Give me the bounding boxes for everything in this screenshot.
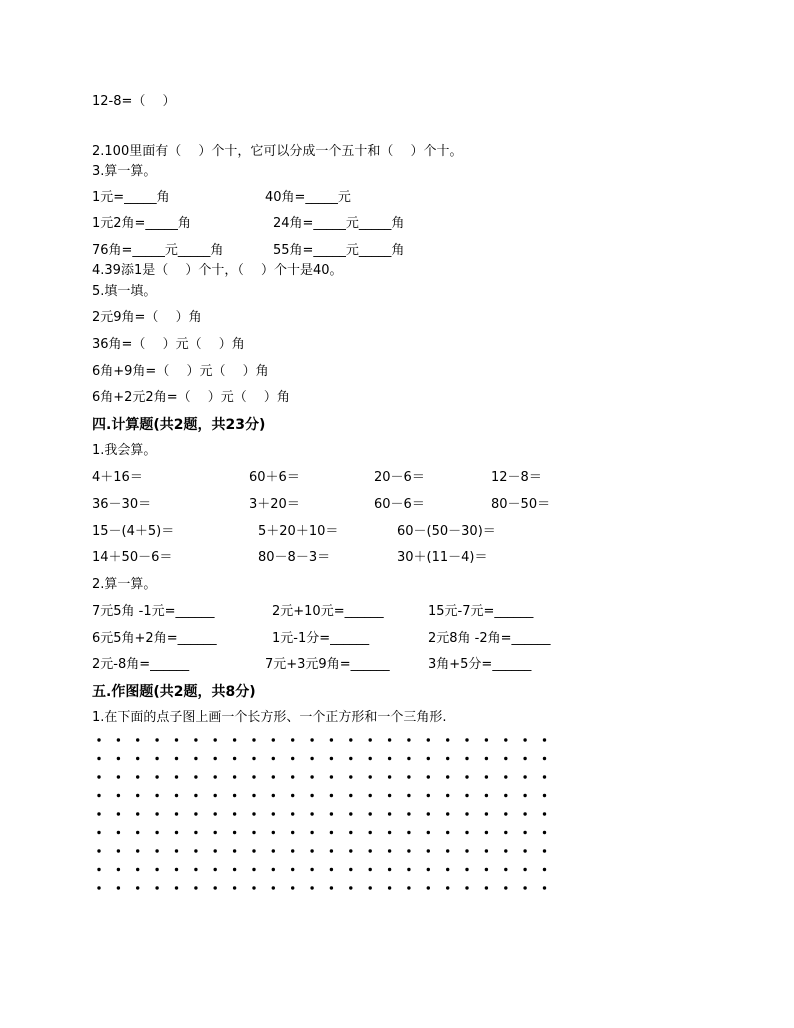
grid-dot	[465, 886, 468, 889]
grid-dot	[543, 775, 546, 778]
question-3-title: 3.算一算。	[92, 164, 157, 179]
grid-dot	[291, 794, 294, 797]
grid-dot	[175, 886, 178, 889]
grid-dot	[427, 775, 430, 778]
grid-dot	[485, 812, 488, 815]
money-item: 7元5角 -1元=______	[92, 604, 215, 619]
question-4: 4.39添1是（ ）个十，（ ）个十是40。	[92, 263, 343, 278]
grid-dot	[523, 849, 526, 852]
grid-dot	[272, 849, 275, 852]
grid-dot	[465, 868, 468, 871]
grid-dot	[349, 868, 352, 871]
grid-dot	[194, 886, 197, 889]
grid-dot	[155, 812, 158, 815]
grid-dot	[175, 738, 178, 741]
grid-dot	[388, 738, 391, 741]
grid-dot	[310, 775, 313, 778]
grid-dot	[446, 886, 449, 889]
grid-dot	[97, 738, 100, 741]
grid-dot	[291, 757, 294, 760]
grid-dot	[194, 738, 197, 741]
section-4-heading: 四.计算题(共2题，共23分)	[92, 417, 266, 433]
grid-dot	[485, 849, 488, 852]
grid-dot	[330, 794, 333, 797]
grid-dot	[214, 738, 217, 741]
grid-dot	[349, 738, 352, 741]
grid-dot	[233, 886, 236, 889]
grid-dot	[543, 757, 546, 760]
grid-dot	[465, 794, 468, 797]
grid-dot	[175, 812, 178, 815]
grid-dot	[523, 775, 526, 778]
grid-dot	[233, 738, 236, 741]
grid-dot	[291, 775, 294, 778]
grid-dot	[465, 757, 468, 760]
grid-dot	[388, 849, 391, 852]
grid-dot	[117, 794, 120, 797]
grid-dot	[155, 868, 158, 871]
calc-item: 3＋20＝	[249, 497, 300, 512]
grid-dot	[465, 812, 468, 815]
grid-dot	[252, 757, 255, 760]
grid-dot	[233, 868, 236, 871]
grid-dot	[272, 738, 275, 741]
grid-dot	[214, 812, 217, 815]
grid-dot	[407, 738, 410, 741]
grid-dot	[427, 831, 430, 834]
grid-dot	[136, 886, 139, 889]
grid-dot	[504, 794, 507, 797]
q3-item: 40角=_____元	[265, 190, 351, 205]
grid-dot	[252, 868, 255, 871]
grid-dot	[214, 849, 217, 852]
grid-dot	[407, 775, 410, 778]
grid-dot	[523, 757, 526, 760]
q5-item: 6角+2元2角=（ ）元（ ）角	[92, 390, 290, 405]
grid-dot	[233, 775, 236, 778]
calc-item: 80－8－3＝	[258, 550, 331, 565]
grid-dot	[233, 794, 236, 797]
q3-item: 24角=_____元_____角	[273, 216, 405, 231]
q5-item: 6角+9角=（ ）元（ ）角	[92, 364, 269, 379]
grid-dot	[330, 868, 333, 871]
grid-dot	[543, 849, 546, 852]
calc-item: 36－30＝	[92, 497, 152, 512]
grid-dot	[388, 868, 391, 871]
grid-dot	[155, 886, 158, 889]
grid-dot	[427, 868, 430, 871]
grid-dot	[291, 831, 294, 834]
grid-dot	[252, 812, 255, 815]
money-item: 7元+3元9角=______	[265, 657, 390, 672]
grid-dot	[175, 757, 178, 760]
grid-dot	[117, 831, 120, 834]
grid-dot	[330, 886, 333, 889]
grid-dot	[117, 738, 120, 741]
grid-dot	[233, 849, 236, 852]
grid-dot	[97, 775, 100, 778]
grid-dot	[543, 886, 546, 889]
grid-dot	[485, 868, 488, 871]
q3-item: 76角=_____元_____角	[92, 243, 224, 258]
calc-item: 60－(50－30)＝	[397, 524, 496, 539]
grid-dot	[523, 868, 526, 871]
money-item: 6元5角+2角=______	[92, 631, 217, 646]
grid-dot	[272, 775, 275, 778]
calc-item: 30＋(11－4)＝	[397, 550, 488, 565]
grid-dot	[369, 738, 372, 741]
grid-dot	[330, 849, 333, 852]
grid-dot	[504, 738, 507, 741]
grid-dot	[349, 812, 352, 815]
grid-dot	[117, 849, 120, 852]
grid-dot	[446, 812, 449, 815]
grid-dot	[155, 831, 158, 834]
grid-dot	[369, 757, 372, 760]
grid-dot	[523, 794, 526, 797]
grid-dot	[233, 757, 236, 760]
q3-item: 1元2角=_____角	[92, 216, 191, 231]
grid-dot	[388, 757, 391, 760]
grid-dot	[310, 794, 313, 797]
grid-dot	[310, 738, 313, 741]
q3-item: 55角=_____元_____角	[273, 243, 405, 258]
calc-item: 14＋50－6＝	[92, 550, 173, 565]
grid-dot	[369, 794, 372, 797]
grid-dot	[465, 738, 468, 741]
grid-dot	[388, 794, 391, 797]
grid-dot	[136, 738, 139, 741]
grid-dot	[214, 757, 217, 760]
grid-dot	[272, 794, 275, 797]
question-5-title: 5.填一填。	[92, 284, 157, 299]
grid-dot	[97, 812, 100, 815]
grid-dot	[388, 886, 391, 889]
s4-question-1-title: 1.我会算。	[92, 443, 157, 458]
calc-item: 80－50＝	[491, 497, 551, 512]
s5-question-1: 1.在下面的点子图上画一个长方形、一个正方形和一个三角形.	[92, 710, 447, 725]
question-2: 2.100里面有（ ）个十，它可以分成一个五十和（ ）个十。	[92, 144, 463, 159]
grid-dot	[388, 775, 391, 778]
grid-dot	[523, 738, 526, 741]
grid-dot	[427, 794, 430, 797]
grid-dot	[252, 775, 255, 778]
grid-dot	[291, 886, 294, 889]
grid-dot	[117, 757, 120, 760]
grid-dot	[543, 812, 546, 815]
grid-dot	[117, 812, 120, 815]
grid-dot	[349, 886, 352, 889]
grid-dot	[310, 831, 313, 834]
grid-dot	[155, 757, 158, 760]
grid-dot	[97, 849, 100, 852]
grid-dot	[310, 886, 313, 889]
calc-item: 20－6＝	[374, 470, 425, 485]
grid-dot	[388, 831, 391, 834]
grid-dot	[330, 738, 333, 741]
grid-dot	[155, 794, 158, 797]
dot-grid[interactable]	[92, 734, 556, 894]
grid-dot	[504, 831, 507, 834]
grid-dot	[117, 886, 120, 889]
grid-dot	[349, 757, 352, 760]
grid-dot	[446, 849, 449, 852]
calc-item: 60－6＝	[374, 497, 425, 512]
grid-dot	[252, 794, 255, 797]
grid-dot	[388, 812, 391, 815]
grid-dot	[485, 831, 488, 834]
grid-dot	[485, 794, 488, 797]
grid-dot	[523, 886, 526, 889]
grid-dot	[349, 831, 352, 834]
grid-dot	[523, 812, 526, 815]
grid-dot	[349, 849, 352, 852]
money-item: 1元-1分=______	[272, 631, 370, 646]
top-equation: 12-8=（ ）	[92, 94, 176, 109]
grid-dot	[349, 775, 352, 778]
grid-dot	[252, 849, 255, 852]
grid-dot	[214, 886, 217, 889]
grid-dot	[194, 868, 197, 871]
q5-item: 36角=（ ）元（ ）角	[92, 337, 245, 352]
grid-dot	[117, 775, 120, 778]
money-item: 2元+10元=______	[272, 604, 384, 619]
grid-dot	[194, 757, 197, 760]
grid-dot	[310, 868, 313, 871]
grid-dot	[446, 738, 449, 741]
grid-dot	[291, 812, 294, 815]
grid-dot	[155, 849, 158, 852]
calc-item: 15－(4＋5)＝	[92, 524, 175, 539]
grid-dot	[407, 831, 410, 834]
grid-dot	[369, 775, 372, 778]
grid-dot	[291, 738, 294, 741]
grid-dot	[175, 775, 178, 778]
grid-dot	[427, 849, 430, 852]
grid-dot	[407, 757, 410, 760]
grid-dot	[543, 868, 546, 871]
grid-dot	[465, 849, 468, 852]
grid-dot	[330, 775, 333, 778]
grid-dot	[136, 794, 139, 797]
grid-dot	[369, 849, 372, 852]
grid-dot	[136, 812, 139, 815]
grid-dot	[427, 812, 430, 815]
grid-dot	[543, 831, 546, 834]
grid-dot	[272, 831, 275, 834]
s4-question-2-title: 2.算一算。	[92, 577, 157, 592]
grid-dot	[504, 868, 507, 871]
grid-dot	[194, 812, 197, 815]
grid-dot	[136, 757, 139, 760]
grid-dot	[194, 794, 197, 797]
grid-dot	[175, 794, 178, 797]
grid-dot	[465, 831, 468, 834]
grid-dot	[310, 849, 313, 852]
q3-item: 1元=_____角	[92, 190, 170, 205]
grid-dot	[155, 775, 158, 778]
grid-dot	[330, 831, 333, 834]
grid-dot	[407, 849, 410, 852]
grid-dot	[97, 868, 100, 871]
calc-item: 4＋16＝	[92, 470, 143, 485]
grid-dot	[97, 757, 100, 760]
grid-dot	[310, 812, 313, 815]
grid-dot	[485, 775, 488, 778]
grid-dot	[233, 812, 236, 815]
grid-dot	[465, 775, 468, 778]
grid-dot	[349, 794, 352, 797]
grid-dot	[194, 831, 197, 834]
grid-dot	[407, 886, 410, 889]
grid-dot	[523, 831, 526, 834]
grid-dot	[543, 794, 546, 797]
grid-dot	[369, 812, 372, 815]
grid-dot	[136, 775, 139, 778]
grid-dot	[446, 868, 449, 871]
calc-item: 12－8＝	[491, 470, 542, 485]
section-5-heading: 五.作图题(共2题，共8分)	[92, 684, 256, 700]
grid-dot	[504, 775, 507, 778]
grid-dot	[369, 886, 372, 889]
grid-dot	[175, 868, 178, 871]
grid-dot	[214, 794, 217, 797]
grid-dot	[330, 812, 333, 815]
grid-dot	[272, 812, 275, 815]
grid-dot	[97, 886, 100, 889]
grid-dot	[504, 757, 507, 760]
grid-dot	[407, 794, 410, 797]
money-item: 15元-7元=______	[428, 604, 534, 619]
grid-dot	[369, 831, 372, 834]
grid-dot	[310, 757, 313, 760]
grid-dot	[291, 849, 294, 852]
grid-dot	[427, 757, 430, 760]
grid-dot	[136, 831, 139, 834]
grid-dot	[155, 738, 158, 741]
grid-dot	[330, 757, 333, 760]
grid-dot	[175, 849, 178, 852]
grid-dot	[175, 831, 178, 834]
grid-dot	[427, 886, 430, 889]
grid-dot	[194, 775, 197, 778]
grid-dot	[233, 831, 236, 834]
grid-dot	[543, 738, 546, 741]
grid-dot	[407, 812, 410, 815]
grid-dot	[504, 812, 507, 815]
grid-dot	[272, 757, 275, 760]
calc-item: 5＋20＋10＝	[258, 524, 339, 539]
grid-dot	[214, 831, 217, 834]
grid-dot	[194, 849, 197, 852]
grid-dot	[446, 757, 449, 760]
grid-dot	[485, 757, 488, 760]
money-item: 2元8角 -2角=______	[428, 631, 551, 646]
grid-dot	[272, 868, 275, 871]
calc-item: 60＋6＝	[249, 470, 300, 485]
grid-dot	[485, 886, 488, 889]
grid-dot	[446, 831, 449, 834]
grid-dot	[504, 849, 507, 852]
grid-dot	[427, 738, 430, 741]
grid-dot	[252, 738, 255, 741]
q5-item: 2元9角=（ ）角	[92, 310, 202, 325]
grid-dot	[446, 794, 449, 797]
grid-dot	[136, 868, 139, 871]
grid-dot	[446, 775, 449, 778]
grid-dot	[117, 868, 120, 871]
money-item: 3角+5分=______	[428, 657, 532, 672]
grid-dot	[252, 831, 255, 834]
grid-dot	[97, 794, 100, 797]
grid-dot	[504, 886, 507, 889]
grid-dot	[97, 831, 100, 834]
grid-dot	[272, 886, 275, 889]
grid-dot	[291, 868, 294, 871]
money-item: 2元-8角=______	[92, 657, 190, 672]
grid-dot	[214, 775, 217, 778]
grid-dot	[252, 886, 255, 889]
grid-dot	[136, 849, 139, 852]
grid-dot	[214, 868, 217, 871]
grid-dot	[407, 868, 410, 871]
grid-dot	[485, 738, 488, 741]
grid-dot	[369, 868, 372, 871]
